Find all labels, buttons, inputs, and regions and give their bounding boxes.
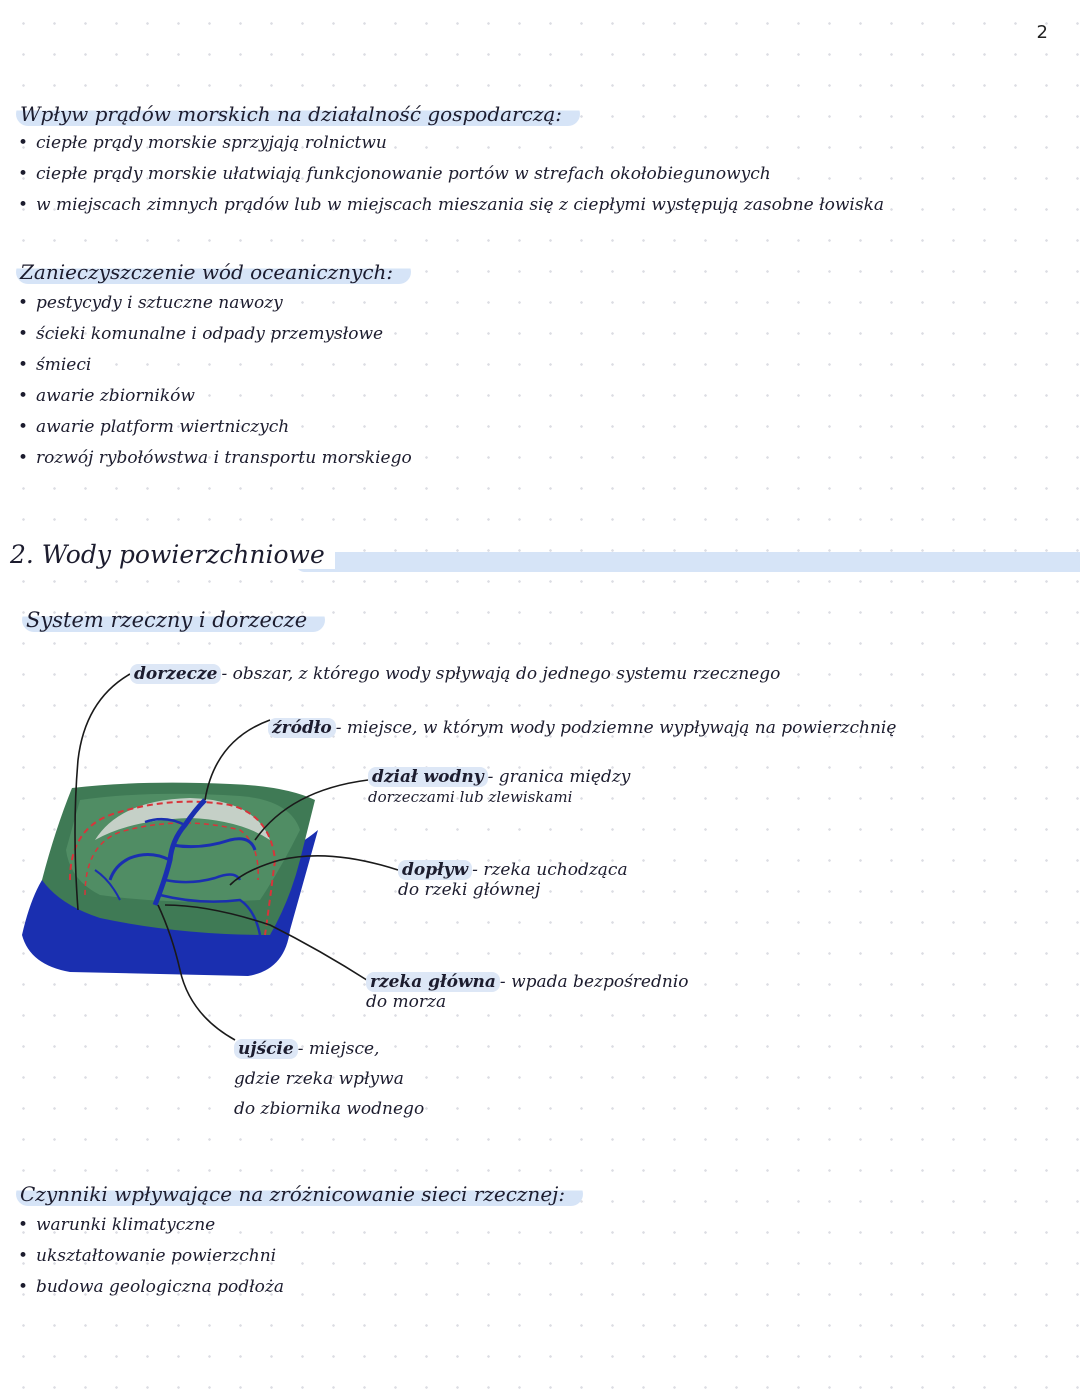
ocean-currents-heading: Wpływ prądów morskich na działalność gospodarczą: [16, 102, 580, 126]
def-dorzecze: - obszar, z którego wody spływają do jednego systemu rzecznego [221, 664, 781, 684]
def-rzeka-glowna-2: do morza [366, 992, 447, 1012]
list-item: • w miejscach zimnych prądów lub w miejscach mieszania się z ciepłymi występują zasobne łowiska [16, 190, 884, 221]
ocean-pollution-heading: Zanieczyszczenie wód oceanicznych: [16, 260, 411, 284]
list-item: • ścieki komunalne i odpady przemysłowe [16, 319, 412, 350]
list-item: • ciepłe prądy morskie ułatwiają funkcjonowanie portów w strefach okołobiegunowych [16, 159, 884, 190]
def-rzeka-glowna-1: - wpada bezpośrednio [499, 972, 689, 992]
list-item: • warunki klimatyczne [16, 1210, 583, 1241]
term-zrodlo: źródło [268, 718, 336, 738]
term-ujscie: ujście [234, 1039, 298, 1059]
list-item: • awarie platform wiertniczych [16, 412, 412, 443]
list-item: • ukształtowanie powierzchni [16, 1241, 583, 1272]
list-item: • awarie zbiorników [16, 381, 412, 412]
section-title-text: 2. Wody powierzchniowe [10, 540, 335, 569]
def-dzial-wodny-1: - granica między [487, 767, 631, 787]
term-rzeka-glowna: rzeka główna [366, 972, 500, 992]
network-factors-list [16, 1210, 583, 1303]
label-zrodlo [268, 718, 896, 738]
list-item: • rozwój rybołówstwa i transportu morskiego [16, 443, 412, 474]
def-doplyw-2: do rzeki głównej [398, 880, 541, 900]
river-system-heading: System rzeczny i dorzecze [22, 608, 325, 632]
term-dorzecze: dorzecze [130, 664, 221, 684]
def-dzial-wodny-2: dorzeczami lub zlewiskami [368, 788, 573, 806]
label-doplyw [398, 860, 628, 900]
term-doplyw: dopływ [398, 860, 472, 880]
term-dzial-wodny: dział wodny [368, 767, 488, 787]
label-dzial-wodny [368, 767, 630, 807]
def-ujscie-1: - miejsce, [297, 1039, 380, 1059]
def-zrodlo: - miejsce, w którym wody podziemne wypływają na powierzchnię [335, 718, 897, 738]
label-ujscie [234, 1034, 424, 1124]
page-number: 2 [1036, 22, 1048, 43]
def-doplyw-1: - rzeka uchodząca [472, 860, 628, 880]
list-item: • ciepłe prądy morskie sprzyjają rolnictwu [16, 128, 884, 159]
network-factors-section [16, 1182, 583, 1303]
list-item: • budowa geologiczna podłoża [16, 1272, 583, 1303]
label-rzeka-glowna [366, 972, 689, 1012]
list-item: • pestycydy i sztuczne nawozy [16, 288, 412, 319]
def-ujscie-2: gdzie rzeka wpływa [234, 1069, 404, 1089]
list-item: • śmieci [16, 350, 412, 381]
def-ujscie-3: do zbiornika wodnego [234, 1099, 425, 1119]
label-dorzecze [130, 664, 780, 684]
network-factors-heading: Czynniki wpływające na zróżnicowanie sieci rzecznej: [16, 1182, 583, 1206]
